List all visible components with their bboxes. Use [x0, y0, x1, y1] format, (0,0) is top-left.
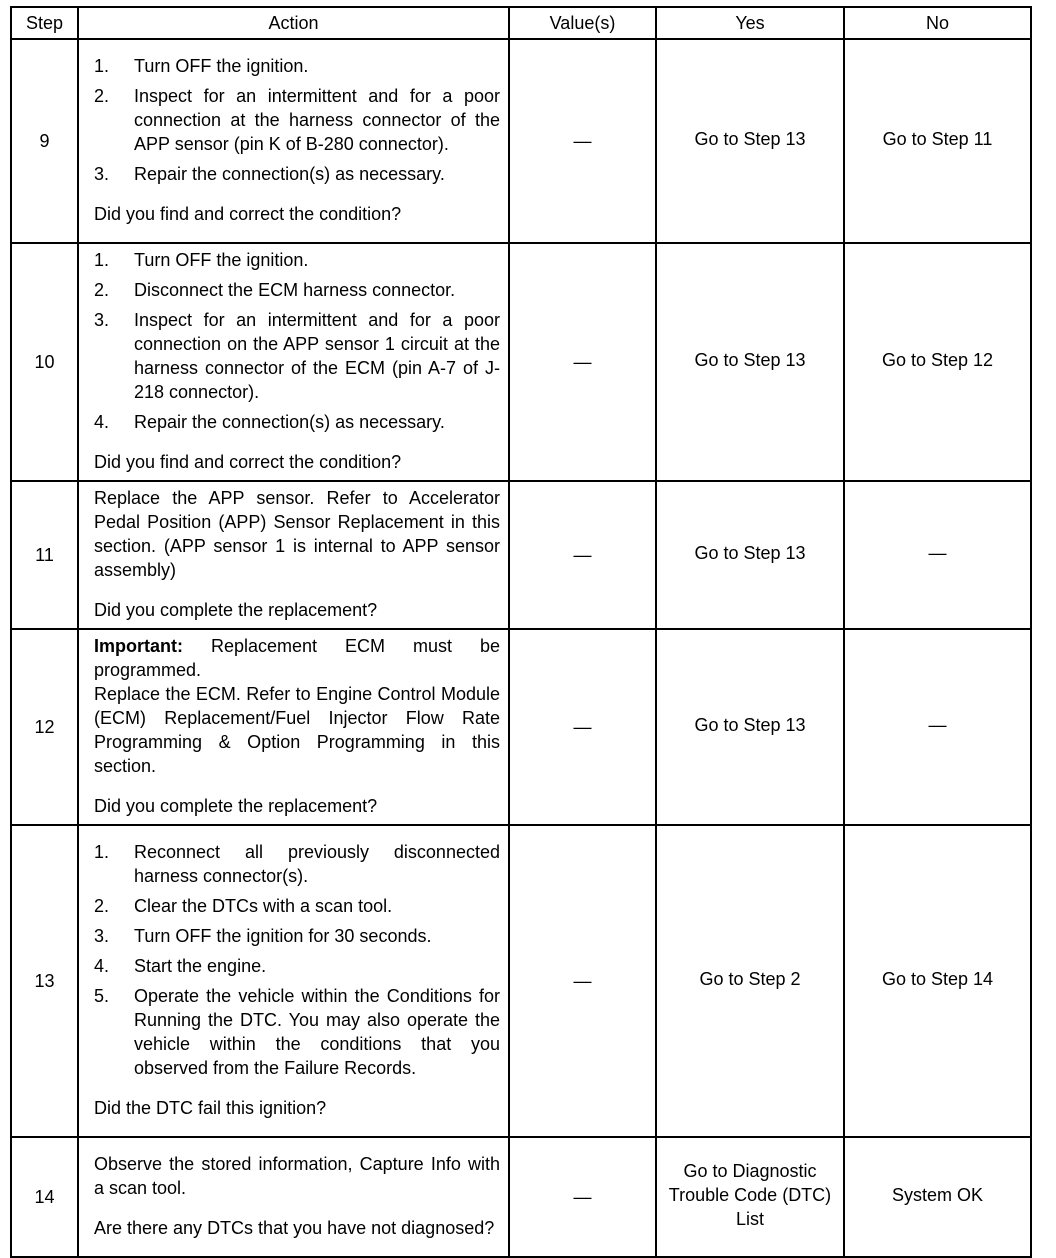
action-step-number: 4.	[94, 956, 110, 976]
action-step	[94, 840, 500, 888]
no-cell: System OK	[844, 1137, 1031, 1257]
header-step: Step	[11, 7, 78, 39]
action-step-text: Inspect for an intermittent and for a poor connection on the APP sensor 1 circuit at the harness connector of the ECM (pin A-7 of J-218 connector).	[134, 310, 500, 402]
action-step-text: Start the engine.	[134, 956, 267, 976]
action-question: Did you find and correct the condition?	[94, 452, 402, 472]
important-text: Replacement ECM must be programmed.	[94, 636, 500, 680]
value-cell: —	[509, 243, 656, 481]
no-cell: —	[844, 481, 1031, 629]
step-number: 13	[11, 825, 78, 1137]
yes-cell: Go to Step 13	[656, 629, 844, 825]
action-step-text: Reconnect all previously disconnected harness connector(s).	[134, 842, 500, 886]
action-cell	[78, 39, 509, 243]
important-note	[94, 634, 500, 682]
step-number: 9	[11, 39, 78, 243]
action-step-text: Clear the DTCs with a scan tool.	[134, 896, 393, 916]
yes-cell: Go to Diagnostic Trouble Code (DTC) List	[656, 1137, 844, 1257]
action-step-text: Operate the vehicle within the Conditions for Running the DTC. You may also operate the vehicle within the conditions that you observed from the Failure Records.	[134, 986, 500, 1078]
no-cell: Go to Step 11	[844, 39, 1031, 243]
action-step-number: 1.	[94, 56, 110, 76]
action-step	[94, 248, 500, 272]
action-question: Did you find and correct the condition?	[94, 204, 402, 224]
action-step	[94, 924, 500, 948]
action-step-number: 2.	[94, 86, 110, 106]
step-number: 11	[11, 481, 78, 629]
action-cell	[78, 1137, 509, 1257]
action-step-number: 3.	[94, 164, 110, 184]
action-text: Replace the ECM. Refer to Engine Control Module (ECM) Replacement/Fuel Injector Flow Rate Programming & Option Programming in this section.	[94, 684, 500, 776]
action-step-number: 4.	[94, 412, 110, 432]
step-number: 12	[11, 629, 78, 825]
yes-cell: Go to Step 13	[656, 39, 844, 243]
action-step	[94, 162, 500, 186]
value-cell: —	[509, 39, 656, 243]
table-row	[11, 39, 1031, 243]
value-cell: —	[509, 629, 656, 825]
table-row	[11, 825, 1031, 1137]
action-step-text: Inspect for an intermittent and for a poor connection at the harness connector of the APP sensor (pin K of B-280 connector).	[134, 86, 500, 154]
no-cell: —	[844, 629, 1031, 825]
action-step-text: Repair the connection(s) as necessary.	[134, 412, 445, 432]
action-step-text: Disconnect the ECM harness connector.	[134, 280, 456, 300]
action-steps	[94, 54, 500, 186]
table-row	[11, 481, 1031, 629]
header-yes: Yes	[656, 7, 844, 39]
value-cell: —	[509, 1137, 656, 1257]
action-step	[94, 410, 500, 434]
diagnostic-table	[10, 6, 1032, 1258]
action-step-text: Turn OFF the ignition.	[134, 250, 309, 270]
action-step	[94, 984, 500, 1080]
action-step-number: 3.	[94, 310, 110, 330]
action-question: Did you complete the replacement?	[94, 796, 378, 816]
action-steps	[94, 248, 500, 434]
action-step-text: Repair the connection(s) as necessary.	[134, 164, 445, 184]
action-step-number: 2.	[94, 280, 110, 300]
yes-cell: Go to Step 13	[656, 243, 844, 481]
table-row	[11, 629, 1031, 825]
value-cell: —	[509, 481, 656, 629]
action-step	[94, 84, 500, 156]
action-steps	[94, 840, 500, 1080]
action-step	[94, 894, 500, 918]
action-text: Observe the stored information, Capture Info with a scan tool.	[94, 1154, 500, 1198]
header-action: Action	[78, 7, 509, 39]
yes-cell: Go to Step 13	[656, 481, 844, 629]
step-number: 14	[11, 1137, 78, 1257]
action-text: Replace the APP sensor. Refer to Accelerator Pedal Position (APP) Sensor Replacement in this section. (APP sensor 1 is internal to APP sensor assembly)	[94, 488, 500, 580]
action-cell	[78, 481, 509, 629]
action-question: Did the DTC fail this ignition?	[94, 1098, 327, 1118]
table-row	[11, 243, 1031, 481]
action-question: Are there any DTCs that you have not diagnosed?	[94, 1218, 495, 1238]
action-step	[94, 278, 500, 302]
action-step-number: 1.	[94, 842, 110, 862]
action-step	[94, 54, 500, 78]
action-cell	[78, 825, 509, 1137]
important-label: Important:	[94, 636, 183, 656]
action-question: Did you complete the replacement?	[94, 600, 378, 620]
no-cell: Go to Step 14	[844, 825, 1031, 1137]
action-step	[94, 954, 500, 978]
action-step-number: 3.	[94, 926, 110, 946]
header-values: Value(s)	[509, 7, 656, 39]
action-step-number: 5.	[94, 986, 110, 1006]
action-step-number: 2.	[94, 896, 110, 916]
no-cell: Go to Step 12	[844, 243, 1031, 481]
action-step-text: Turn OFF the ignition for 30 seconds.	[134, 926, 432, 946]
table-row	[11, 1137, 1031, 1257]
value-cell: —	[509, 825, 656, 1137]
yes-cell: Go to Step 2	[656, 825, 844, 1137]
table-header-row	[11, 7, 1031, 39]
action-cell	[78, 243, 509, 481]
action-step-number: 1.	[94, 250, 110, 270]
header-no: No	[844, 7, 1031, 39]
action-cell	[78, 629, 509, 825]
action-step-text: Turn OFF the ignition.	[134, 56, 309, 76]
step-number: 10	[11, 243, 78, 481]
action-step	[94, 308, 500, 404]
